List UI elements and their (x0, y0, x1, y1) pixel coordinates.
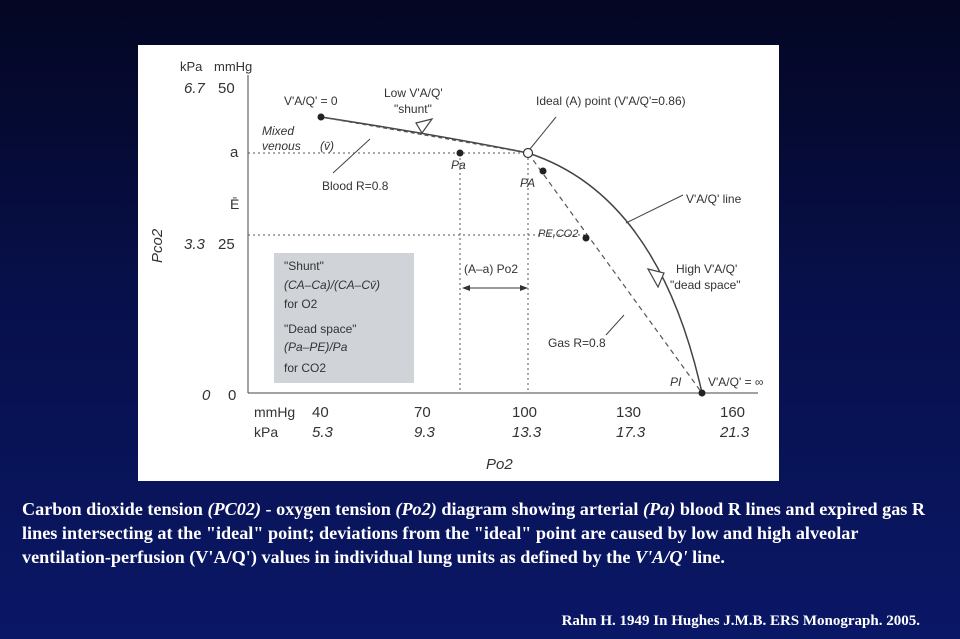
high-vq-label: High V'A/Q' (676, 262, 738, 276)
mixed-venous-point (318, 114, 325, 121)
shunt-label: "shunt" (394, 102, 432, 116)
venous-symbol-label: (v̄) (320, 139, 334, 153)
inset-line-5: (Pa–PE)/Pa (284, 340, 348, 354)
mixed-label: Mixed (262, 124, 295, 138)
x-tick-kpa: 9.3 (414, 424, 435, 441)
caption-text: Carbon dioxide tension (22, 499, 208, 519)
vaq-zero-label: V'A/Q' = 0 (284, 94, 338, 108)
y-tick-kpa: 3.3 (184, 236, 205, 253)
arrowhead-left-icon (462, 285, 470, 291)
y-tick-mmhg: 50 (218, 80, 235, 97)
x-tick-kpa: 5.3 (312, 424, 333, 441)
a-a-difference-label: (A–a) Po2 (464, 262, 519, 276)
caption-text: diagram showing arterial (436, 499, 643, 519)
y-tick-kpa: 0 (202, 387, 211, 404)
x-tick-kpa: 17.3 (616, 424, 646, 441)
x-unit-mmhg: mmHg (254, 404, 296, 420)
inset-line-4: "Dead space" (284, 322, 357, 336)
y-unit-kpa: kPa (180, 59, 203, 74)
arterial-point (457, 150, 464, 157)
gas-r-label: Gas R=0.8 (548, 336, 606, 350)
caption-text: V'A/Q' (634, 547, 688, 567)
arrowhead-right-icon (520, 285, 528, 291)
ideal-point-label: Ideal (A) point (V'A/Q'=0.86) (536, 94, 686, 108)
y-tick-mmhg: Ē (230, 196, 240, 212)
x-tick-mmhg: 40 (312, 404, 329, 421)
blood-r-label: Blood R=0.8 (322, 179, 389, 193)
x-axis-label: Po2 (486, 456, 513, 473)
inset-line-1: "Shunt" (284, 259, 324, 273)
inset-line-3: for O2 (284, 297, 318, 311)
pe-co2-label: PE,CO2 (538, 228, 579, 240)
x-unit-kpa: kPa (254, 424, 279, 440)
pa-arterial-label: Pa (451, 158, 466, 172)
y-tick-kpa: 6.7 (184, 80, 205, 97)
pa-alveolar-label: PA (520, 176, 536, 190)
venous-label: venous (262, 139, 301, 153)
alveolar-point (540, 168, 547, 175)
y-tick-mmhg: a (230, 144, 239, 161)
source-credit: Rahn H. 1949 In Hughes J.M.B. ERS Monograph. 2005. (561, 613, 920, 629)
pco2-po2-diagram (138, 45, 779, 481)
gas-r-leader-line (606, 315, 624, 335)
vaq-leader-line (626, 195, 683, 223)
x-tick-mmhg: 100 (512, 404, 538, 421)
inspired-point (699, 390, 706, 397)
vaq-infinity-label: V'A/Q' = ∞ (708, 375, 764, 389)
x-tick-kpa: 13.3 (512, 424, 542, 441)
x-tick-mmhg: 130 (616, 404, 642, 421)
blood-r-leader-line (333, 139, 370, 173)
y-tick-mmhg: 25 (218, 236, 235, 253)
dead-space-label: "dead space" (670, 278, 741, 292)
diagram-figure (138, 45, 779, 481)
y-unit-mmhg: mmHg (214, 59, 253, 74)
caption-text: - oxygen tension (261, 499, 396, 519)
high-vq-direction-icon (648, 269, 664, 287)
caption-text: blood R lines and expired gas R lines intersecting at the "ideal" point; deviations from the "ideal" point are caused by low and high alveolar ventilation-perfusion (V'A/Q') values in individual lung units as defined by the (22, 499, 926, 567)
expired-point (583, 235, 590, 242)
caption-text: (PC02) (207, 499, 261, 519)
ideal-leader-line (530, 117, 556, 149)
x-tick-kpa: 21.3 (720, 424, 750, 441)
x-tick-mmhg: 160 (720, 404, 746, 421)
ideal-point (524, 149, 533, 158)
y-tick-mmhg: 0 (228, 387, 237, 404)
pi-label: PI (670, 375, 682, 389)
figure-caption (22, 497, 942, 569)
caption-text: line. (687, 547, 725, 567)
inset-line-6: for CO2 (284, 361, 327, 375)
x-tick-mmhg: 70 (414, 404, 431, 421)
caption-text: (Pa) (642, 499, 676, 519)
y-axis-label: Pco2 (149, 228, 166, 263)
inset-line-2: (CA–Ca)/(CA–Cv̄) (284, 278, 381, 292)
caption-text: (Po2) (395, 499, 437, 519)
vaq-line-label: V'A/Q' line (686, 192, 742, 206)
low-vq-direction-icon (416, 119, 432, 133)
low-vq-label: Low V'A/Q' (384, 86, 443, 100)
